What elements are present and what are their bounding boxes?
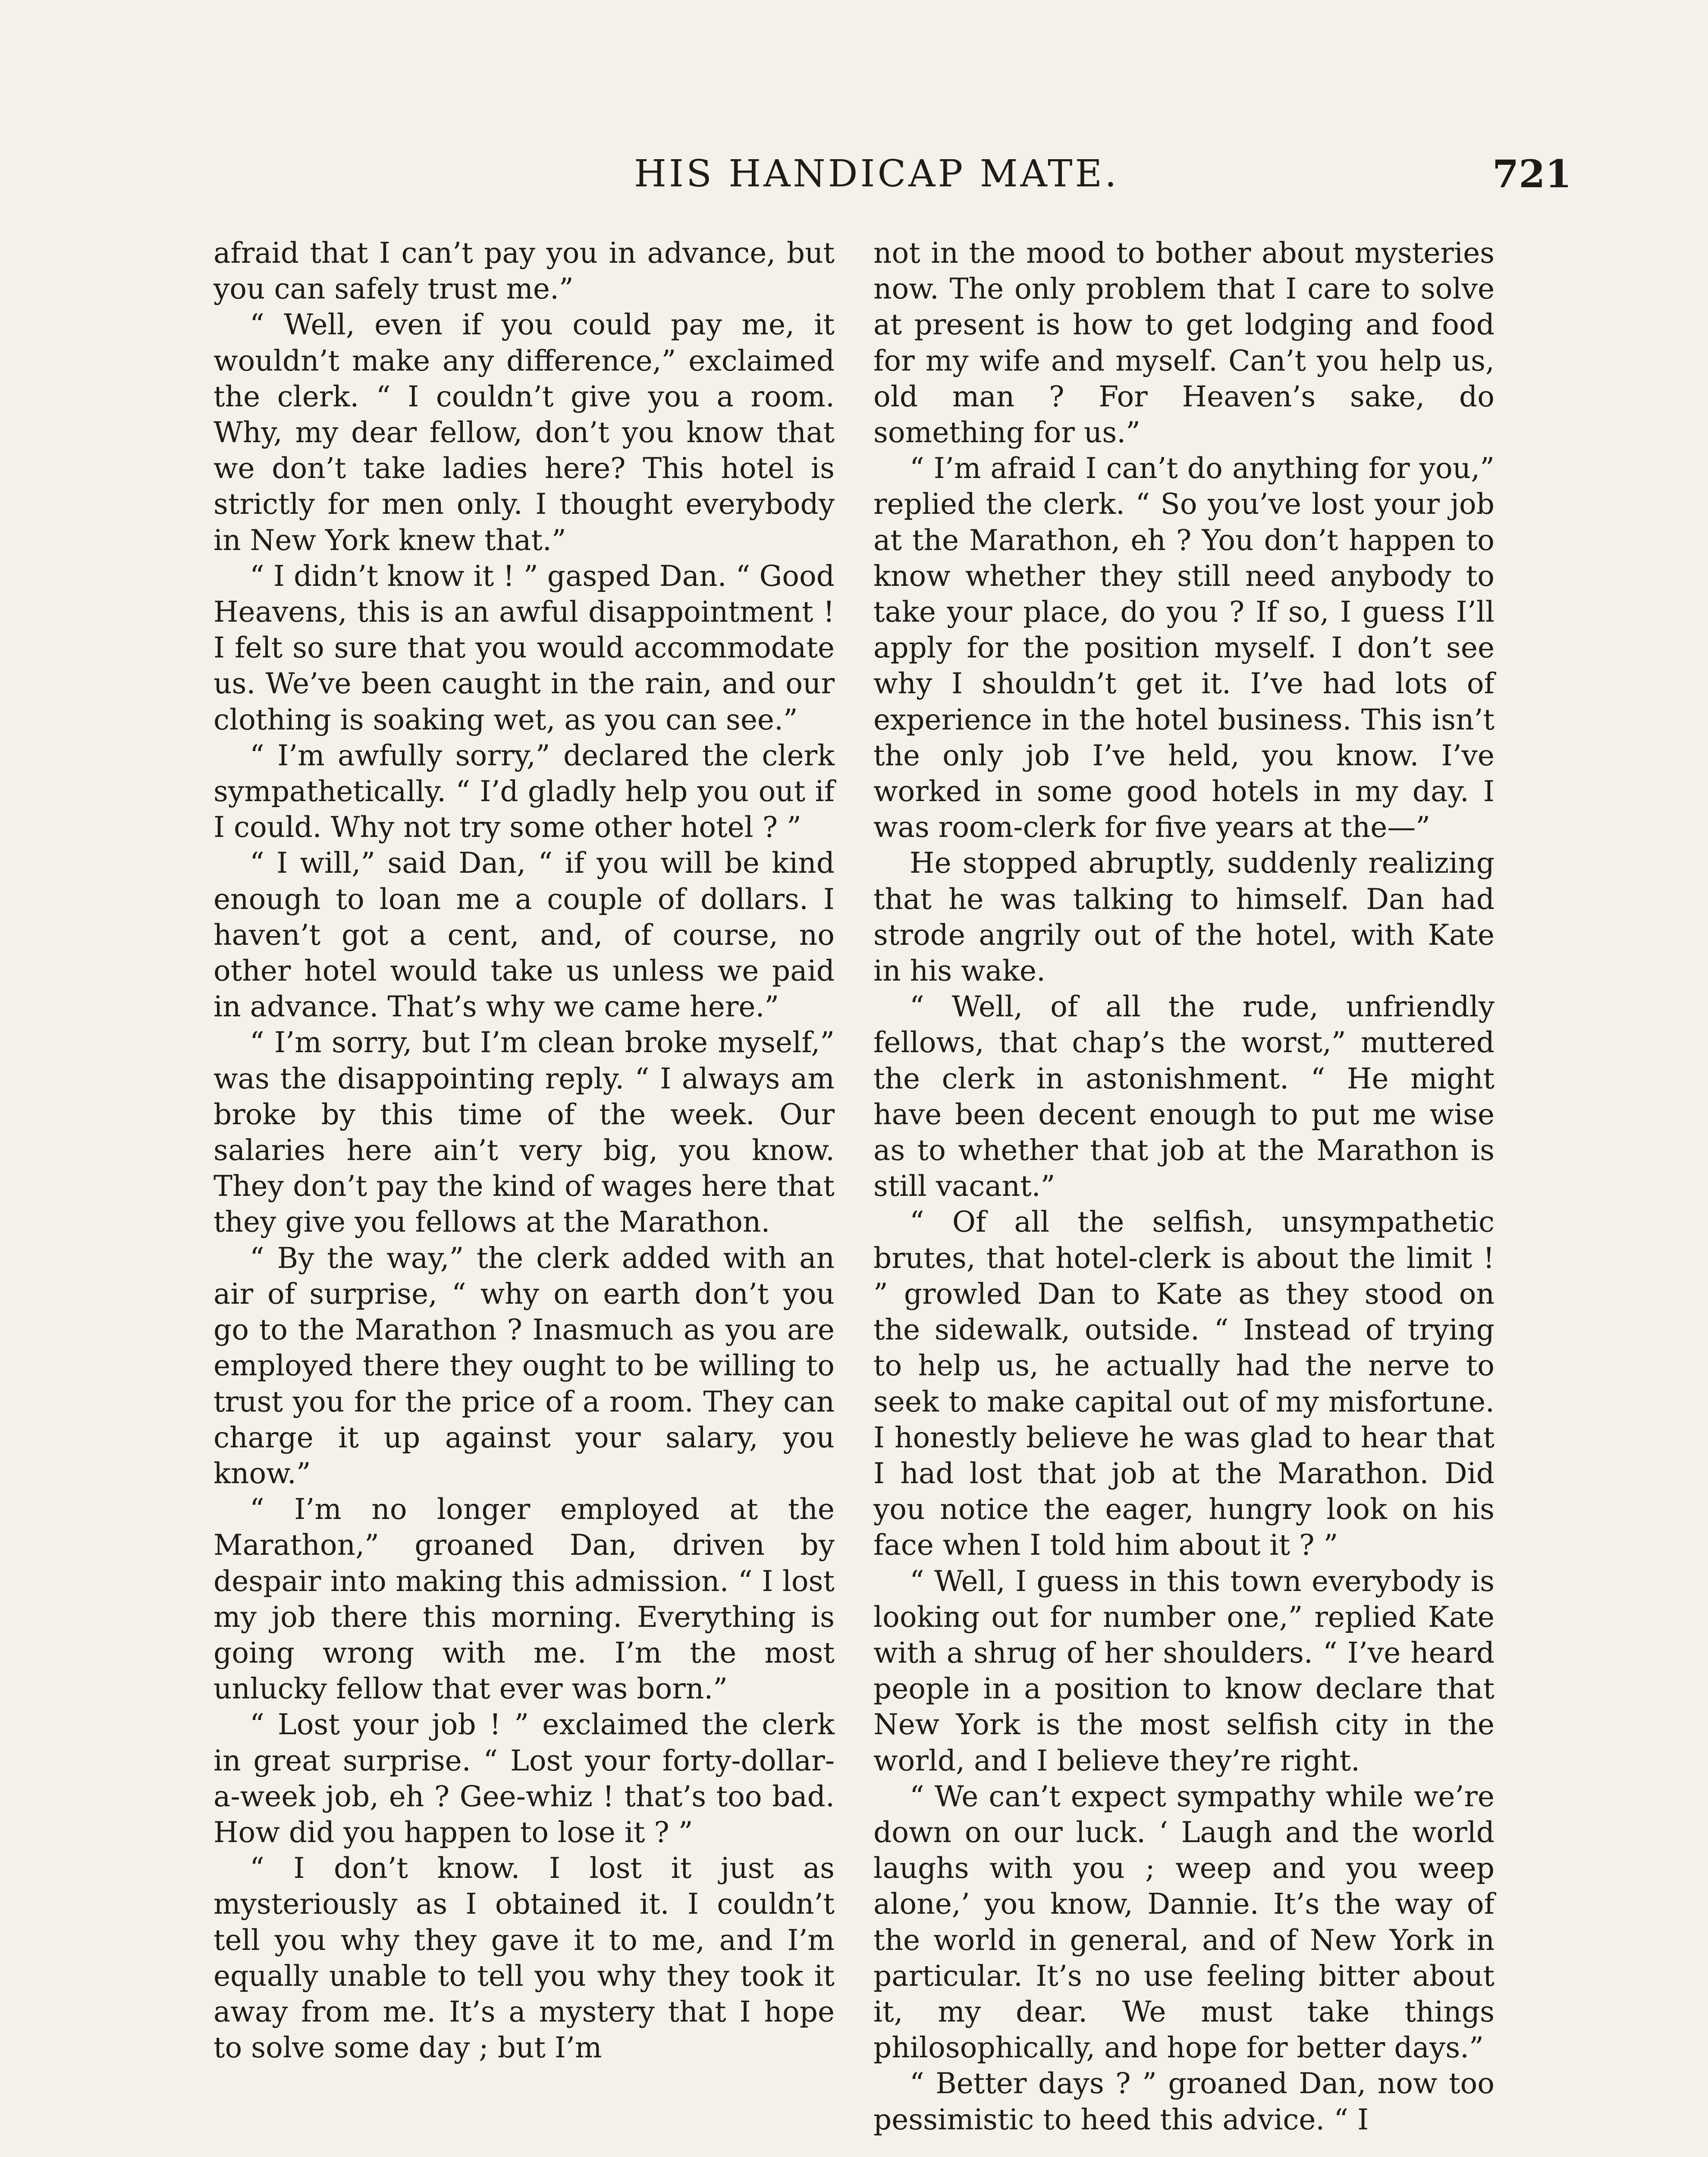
paragraph: afraid that I can’t pay you in advance, but you can safely trust me.”	[214, 236, 835, 306]
paragraph: “ We can’t expect sympathy while we’re down on our luck. ‘ Laugh and the world laughs with you ; weep and you weep alone,’ you know, Dannie. It’s the way of the world in general, and of New York in particular. It’s no use feeling bitter about it, my dear. We must take things philosophically, and hope for better days.”	[873, 1780, 1494, 2065]
paragraph: “ By the way,” the clerk added with an air of surprise, “ why on earth don’t you go to the Marathon ? Inasmuch as you are employed there they ought to be willing to trust you for the price of a room. They can charge it up against your salary, you know.”	[214, 1241, 835, 1490]
left-text-column	[214, 235, 835, 2066]
paragraph: “ Better days ? ” groaned Dan, now too pessimistic to heed this advice. “ I	[873, 2067, 1494, 2136]
paragraph: “ Well, even if you could pay me, it wouldn’t make any difference,” exclaimed the clerk. “ I couldn’t give you a room. Why, my dear fellow, don’t you know that we don’t take ladies here? This hotel is strictly for men only. I thought everybody in New York knew that.”	[214, 308, 835, 557]
running-title: HIS HANDICAP MATE.	[634, 152, 1119, 195]
paragraph: “ I don’t know. I lost it just as mysteriously as I obtained it. I couldn’t tell you why they gave it to me, and I’m equally unable to tell you why they took it away from me. It’s a mystery that I hope to solve some day ; but I’m	[214, 1852, 835, 2065]
paragraph: “ I didn’t know it ! ” gasped Dan. “ Good Heavens, this is an awful disappointment ! I felt so sure that you would accommodate us. We’ve been caught in the rain, and our clothing is soaking wet, as you can see.”	[214, 559, 835, 736]
right-text-column	[873, 235, 1494, 2138]
paragraph: “ I’m no longer employed at the Marathon,” groaned Dan, driven by despair into making this admission. “ I lost my job there this morning. Everything is going wrong with me. I’m the most unlucky fellow that ever was born.”	[214, 1493, 835, 1706]
page-number: 721	[1492, 151, 1572, 196]
paragraph: “ I’m awfully sorry,” declared the clerk sympathetically. “ I’d gladly help you out if I could. Why not try some other hotel ? ”	[214, 739, 835, 844]
paragraph: “ I’m sorry, but I’m clean broke myself,” was the disappointing reply. “ I always am broke by this time of the week. Our salaries here ain’t very big, you know. They don’t pay the kind of wages here that they give you fellows at the Marathon.	[214, 1026, 835, 1239]
paragraph: “ I will,” said Dan, “ if you will be kind enough to loan me a couple of dollars. I haven’t got a cent, and, of course, no other hotel would take us unless we paid in advance. That’s why we came here.”	[214, 846, 835, 1024]
paragraph: “ Well, of all the rude, unfriendly fellows, that chap’s the worst,” muttered the clerk in astonishment. “ He might have been decent enough to put me wise as to whether that job at the Marathon is still vacant.”	[873, 990, 1494, 1203]
paragraph: not in the mood to bother about mysteries now. The only problem that I care to solve at present is how to get lodging and food for my wife and myself. Can’t you help us, old man ? For Heaven’s sake, do something for us.”	[873, 236, 1494, 450]
paragraph: “ Well, I guess in this town everybody is looking out for number one,” replied Kate with a shrug of her shoulders. “ I’ve heard people in a position to know declare that New York is the most selfish city in the world, and I believe they’re right.	[873, 1564, 1494, 1777]
paragraph: He stopped abruptly, suddenly realizing that he was talking to himself. Dan had strode angrily out of the hotel, with Kate in his wake.	[873, 846, 1494, 988]
paragraph: “ Lost your job ! ” exclaimed the clerk in great surprise. “ Lost your forty-dollar-a-week job, eh ? Gee-whiz ! that’s too bad. How did you happen to lose it ? ”	[214, 1708, 835, 1849]
paragraph: “ I’m afraid I can’t do anything for you,” replied the clerk. “ So you’ve lost your job at the Marathon, eh ? You don’t happen to know whether they still need anybody to take your place, do you ? If so, I guess I’ll apply for the position myself. I don’t see why I shouldn’t get it. I’ve had lots of experience in the hotel business. This isn’t the only job I’ve held, you know. I’ve worked in some good hotels in my day. I was room-clerk for five years at the—”	[873, 452, 1494, 844]
page-header	[0, 150, 1708, 215]
paragraph: “ Of all the selfish, unsympathetic brutes, that hotel-clerk is about the limit ! ” growled Dan to Kate as they stood on the sidewalk, outside. “ Instead of trying to help us, he actually had the nerve to seek to make capital out of my misfortune. I honestly believe he was glad to hear that I had lost that job at the Marathon. Did you notice the eager, hungry look on his face when I told him about it ? ”	[873, 1205, 1494, 1562]
